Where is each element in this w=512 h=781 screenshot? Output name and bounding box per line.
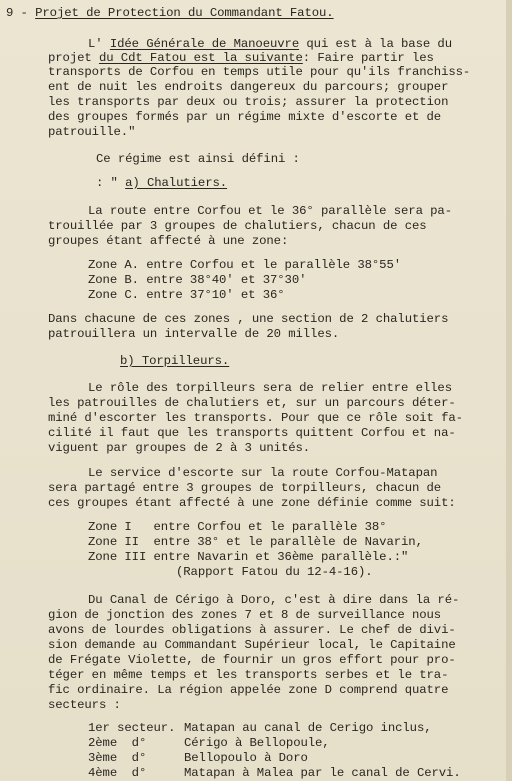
section-title: Projet de Protection du Commandant Fatou. [35, 6, 334, 20]
page-edge [506, 0, 512, 781]
escorte-line-1: Le service d'escorte sur la route Corfou-Matapan [88, 466, 438, 480]
canal-line-2: gion de jonction des zones 7 et 8 de surveillance nous [48, 608, 442, 622]
canal-line-5: de Frégate Violette, de fournir un gros effort pour pro- [48, 653, 456, 667]
regime-line: Ce régime est ainsi défini : [96, 152, 300, 166]
secteur-4-number: 4ème d° [88, 766, 147, 780]
torpilleurs-zone-1: Zone I entre Corfou et le parallèle 38° [88, 520, 387, 534]
intro-line-4: ent de nuit les endroits dangereux du parcours; grouper [48, 80, 449, 94]
torpilleurs-zone-2: Zone II entre 38° et le parallèle de Navarin, [88, 535, 423, 549]
chalutiers-zone-a: Zone A. entre Corfou et le parallèle 38°55' [88, 258, 402, 272]
torpilleurs-zone-3: Zone III entre Navarin et 36ème parallèle.:" [88, 550, 409, 564]
chalutiers-p-2: trouillée par 3 groupes de chalutiers, chacun de ces [48, 219, 427, 233]
secteur-3-description: Bellopoulo à Doro [184, 751, 308, 765]
chalutiers-zone-b: Zone B. entre 38°40' et 37°30' [88, 273, 307, 287]
intro-line-3: transports de Corfou en temps utile pour qu'ils franchiss- [48, 65, 471, 79]
canal-line-6: téger en même temps et les transports serbes et le tra- [48, 668, 449, 682]
torpilleurs-heading: b) Torpilleurs. [120, 354, 230, 368]
secteur-1-description: Matapan au canal de Cerigo inclus, [184, 721, 432, 735]
intro-line-1: L' Idée Générale de Manoeuvre qui est à la base du [88, 37, 452, 51]
torpilleurs-p-4: cilité il faut que les transports quittent Corfou et na- [48, 426, 456, 440]
section-number: 9 - [6, 6, 28, 20]
escorte-line-3: ces groupes étant affecté à une zone définie comme suit: [48, 496, 456, 510]
secteur-2-description: Cérigo à Bellopoule, [184, 736, 330, 750]
secteur-3-number: 3ème d° [88, 751, 147, 765]
section-header [6, 6, 334, 21]
secteur-2-number: 2ème d° [88, 736, 147, 750]
chalutiers-section-2: patrouillera un intervalle de 20 milles. [48, 327, 340, 341]
torpilleurs-p-5: viguent par groupes de 2 à 3 unités. [48, 441, 311, 455]
torpilleurs-p-2: les patrouilles de chalutiers et, sur un parcours déter- [48, 396, 456, 410]
intro-line-6: des groupes formés par un régime mixte d'escorte et de [48, 110, 442, 124]
canal-line-7: fic ordinaire. La région appelée zone D comprend quatre [48, 683, 449, 697]
chalutiers-p-3: groupes étant affecté à une zone: [48, 234, 289, 248]
torpilleurs-p-1: Le rôle des torpilleurs sera de relier entre elles [88, 381, 452, 395]
chalutiers-p-1: La route entre Corfou et le 36° parallèle sera pa- [88, 204, 452, 218]
intro-line-7: patrouille." [48, 125, 136, 139]
canal-line-1: Du Canal de Cérigo à Doro, c'est à dire dans la ré- [88, 593, 460, 607]
idee-generale-label: Idée Générale de Manoeuvre [109, 37, 300, 51]
rapport-reference: (Rapport Fatou du 12-4-16). [176, 565, 373, 579]
canal-line-4: sion demande au Commandant Supérieur local, le Capitaine [48, 638, 456, 652]
secteur-1-number: 1er secteur. [88, 721, 176, 735]
intro-line-5: les transports par deux ou trois; assurer la protection [48, 95, 449, 109]
chalutiers-heading: : " a) Chalutiers. [96, 176, 228, 190]
chalutiers-section-1: Dans chacune de ces zones , une section de 2 chalutiers [48, 312, 449, 326]
chalutiers-zone-c: Zone C. entre 37°10' et 36° [88, 288, 285, 302]
intro-line-2: projet du Cdt Fatou est la suivante: Faire partir les [48, 51, 434, 65]
secteur-4-description: Matapan à Malea par le canal de Cervi. [184, 766, 461, 780]
torpilleurs-p-3: miné d'escorter les transports. Pour que ce rôle soit fa- [48, 411, 463, 425]
canal-line-8: secteurs : [48, 698, 121, 712]
escorte-line-2: sera partagé entre 3 groupes de torpilleurs, chacun de [48, 481, 442, 495]
canal-line-3: avons de lourdes obligations à assurer. Le chef de divi- [48, 623, 456, 637]
